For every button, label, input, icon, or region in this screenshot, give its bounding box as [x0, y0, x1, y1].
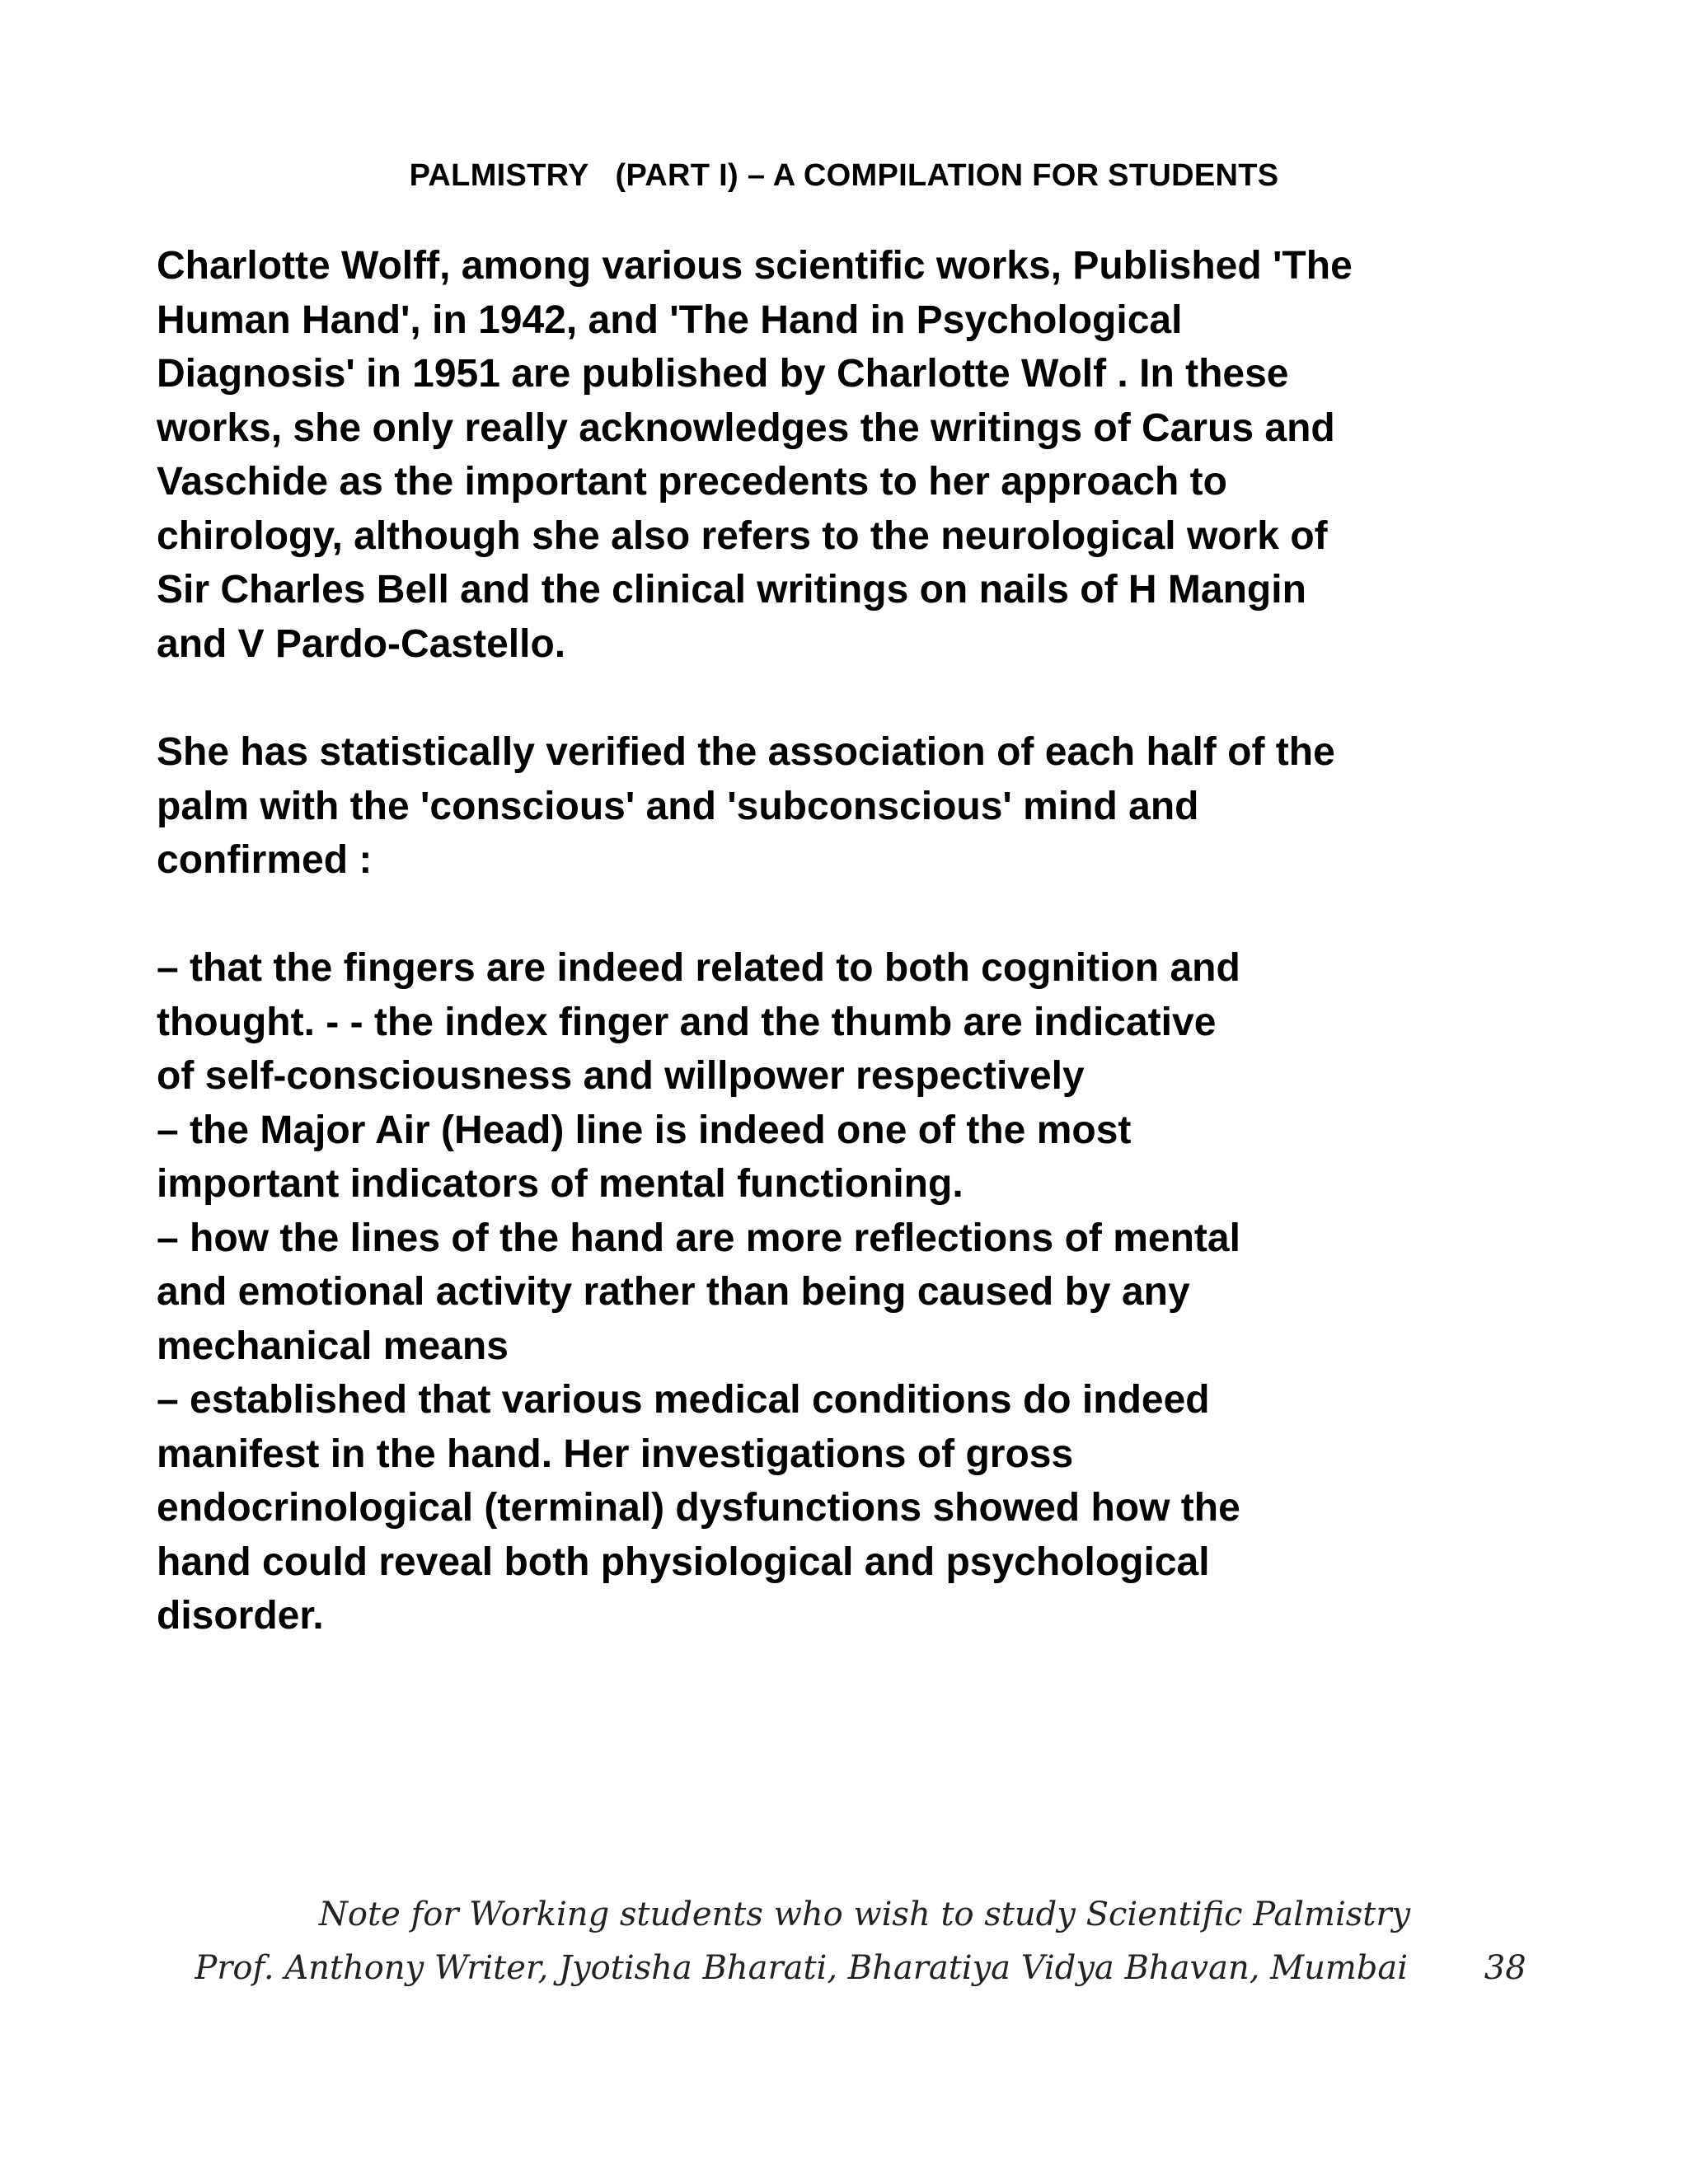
text-line: Human Hand', in 1942, and 'The Hand in Psychological	[157, 298, 1183, 342]
paragraph-confirmed-findings-list	[157, 941, 1541, 1643]
text-line: She has statistically verified the association of each half of the	[157, 730, 1335, 774]
paragraph-charlotte-wolff-works	[157, 239, 1541, 671]
footer-author: Prof. Anthony Writer, Jyotisha Bharati, Bharatiya Vidya Bhavan, Mumbai	[195, 1949, 1409, 1987]
footer-author-line	[0, 1949, 1688, 1987]
text-line: chirology, although she also refers to the neurological work of	[157, 513, 1328, 558]
text-line: Vaschide as the important precedents to her approach to	[157, 460, 1227, 504]
text-line: hand could reveal both physiological and psychological	[157, 1540, 1210, 1584]
text-line: – that the fingers are indeed related to both cognition and	[157, 946, 1240, 990]
text-line: of self-consciousness and willpower respectively	[157, 1054, 1085, 1098]
text-line: manifest in the hand. Her investigations of gross	[157, 1432, 1074, 1476]
text-line: disorder.	[157, 1594, 324, 1638]
text-line: thought. - - the index finger and the thumb are indicative	[157, 1000, 1217, 1044]
text-line: and V Pardo-Castello.	[157, 621, 566, 666]
text-line: – the Major Air (Head) line is indeed one of the most	[157, 1108, 1132, 1152]
text-line: confirmed :	[157, 838, 373, 882]
text-line: palm with the 'conscious' and 'subconscious' mind and	[157, 784, 1199, 828]
footer-note: Note for Working students who wish to study Scientific Palmistry	[318, 1896, 1411, 1933]
text-line: important indicators of mental functioning.	[157, 1162, 964, 1206]
text-line: mechanical means	[157, 1324, 509, 1368]
text-line: and emotional activity rather than being caused by any	[157, 1270, 1190, 1314]
paragraph-statistical-verification	[157, 725, 1541, 888]
text-line: Sir Charles Bell and the clinical writings on nails of H Mangin	[157, 568, 1306, 612]
text-line: Diagnosis' in 1951 are published by Charlotte Wolf . In these	[157, 352, 1289, 396]
text-line: works, she only really acknowledges the writings of Carus and	[157, 405, 1335, 450]
page-header-title: PALMISTRY (PART I) – A COMPILATION FOR STUDENTS	[409, 158, 1279, 193]
page-number: 38	[1484, 1949, 1526, 1987]
text-line: – established that various medical conditions do indeed	[157, 1378, 1210, 1422]
text-line: endocrinological (terminal) dysfunctions showed how the	[157, 1486, 1240, 1530]
text-line: – how the lines of the hand are more reflections of mental	[157, 1216, 1240, 1260]
text-line: Charlotte Wolff, among various scientific works, Published 'The	[157, 244, 1353, 288]
